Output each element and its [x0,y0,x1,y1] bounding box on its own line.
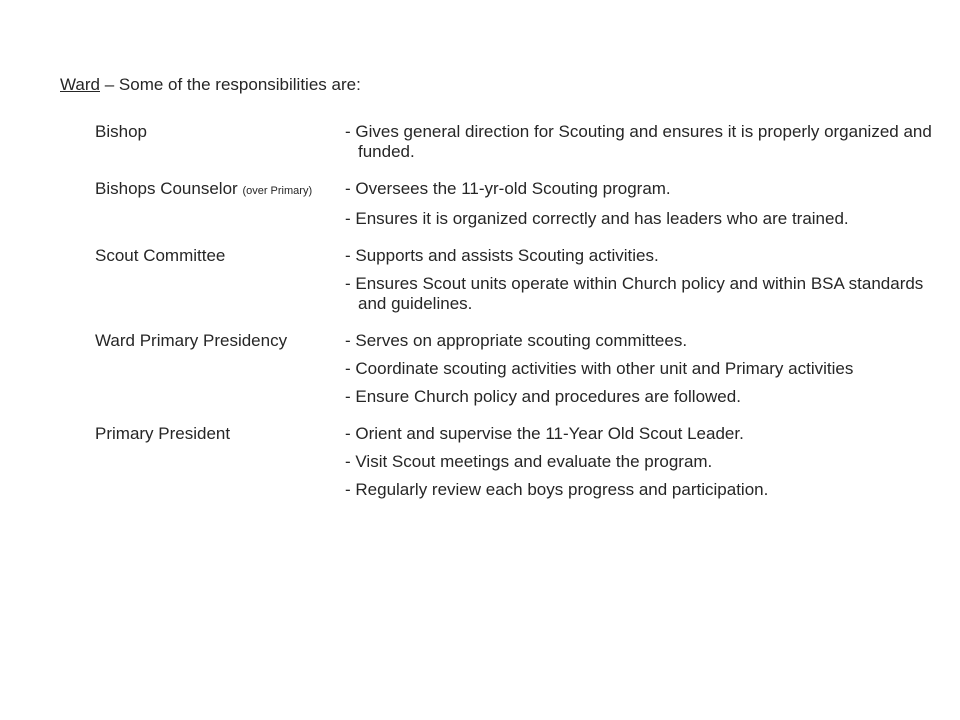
role-group [95,246,935,314]
role-group [95,179,935,229]
duty-text: - Coordinate scouting activities with other unit and Primary activities [345,359,854,378]
responsibility-row [95,274,935,314]
duty-text: - Serves on appropriate scouting committees. [345,331,688,350]
role-title: Primary President [95,424,231,443]
role-name [95,179,345,201]
responsibility-row [95,246,935,266]
role-group [95,424,935,500]
role-name [95,122,345,142]
responsibility-row [95,209,935,229]
role-title: Scout Committee [95,246,226,265]
heading-text: – Some of the responsibilities are: [100,75,361,94]
roles-list [95,122,935,517]
responsibility-row [95,179,935,201]
role-name [95,331,345,351]
role-name [95,246,345,266]
duty-text: - Ensures it is organized correctly and has leaders who are trained. [345,209,849,228]
slide-heading [60,74,361,96]
responsibility-row [95,480,935,500]
role-name [95,424,345,444]
role-title: Bishops Counselor [95,179,238,198]
responsibility-row [95,359,935,379]
duty-text: - Ensure Church policy and procedures are followed. [345,387,741,406]
duty-text: - Supports and assists Scouting activities. [345,246,659,265]
duty-text: - Oversees the 11-yr-old Scouting program. [345,179,671,198]
heading-ward-label: Ward [60,75,100,94]
responsibility-row [95,424,935,444]
duty-text: - Ensures Scout units operate within Church policy and within BSA standards and guidelines. [345,274,924,313]
role-title: Ward Primary Presidency [95,331,288,350]
role-title: Bishop [95,122,147,141]
responsibility-row [95,452,935,472]
responsibility-row [95,331,935,351]
duty-text: - Gives general direction for Scouting and ensures it is properly organized and funded. [345,122,932,161]
responsibility-row [95,387,935,407]
responsibility-row [95,122,935,162]
duty-text: - Visit Scout meetings and evaluate the program. [345,452,713,471]
duty-text: - Regularly review each boys progress and participation. [345,480,769,499]
role-group [95,331,935,407]
duty-text: - Orient and supervise the 11-Year Old Scout Leader. [345,424,744,443]
role-group [95,122,935,162]
role-note: (over Primary) [242,185,313,197]
